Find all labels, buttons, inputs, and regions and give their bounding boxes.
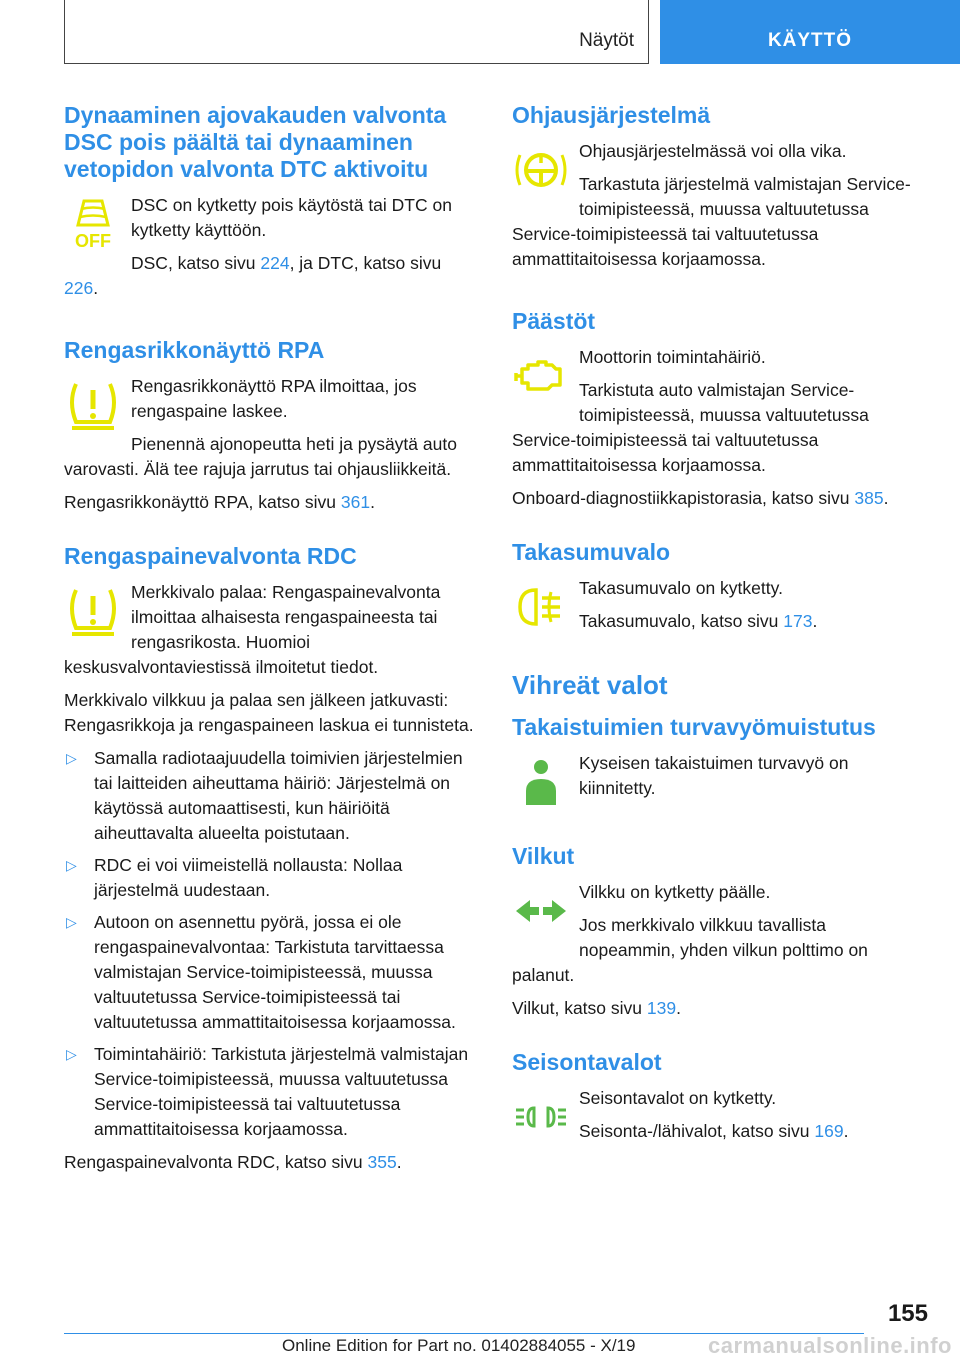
list-item: ▷ RDC ei voi viimeistellä nollausta: Nollaa järjestelmä uudestaan.	[66, 855, 403, 900]
dsc-heading: Dynaaminen ajovakauden valvonta DSC pois päältä tai dynaaminen vetopidon valvonta DTC aktivoitu	[64, 102, 447, 182]
seatbelt-text-1: Kyseisen takaistuimen turvavyö on kiinnitetty.	[579, 753, 849, 798]
tire-pressure-warning-icon	[64, 582, 122, 640]
parking-heading: Seisontavalot	[512, 1049, 662, 1075]
emissions-text-1: Moottorin toimintahäiriö.	[579, 347, 766, 367]
fog-section	[512, 576, 926, 642]
list-item: ▷ Toimintahäiriö: Tarkistuta järjestelmä valmistajan Service-toimipisteessä, muussa valtuutetussa Service-toimipisteessä tai valtuutetussa ammattitaitoisessa korjaamossa.	[66, 1044, 469, 1139]
triangle-bullet-icon: ▷	[66, 857, 77, 873]
dsc-page-link[interactable]: 224	[260, 253, 290, 273]
dsc-text-2: DSC, katso sivu 224, ja DTC, katso sivu 226.	[64, 253, 442, 298]
rpa-reference: Rengasrikkonäyttö RPA, katso sivu 361.	[64, 492, 375, 512]
emissions-section	[512, 345, 926, 486]
engine-check-icon	[512, 347, 570, 405]
rdc-section	[64, 580, 478, 688]
fog-reference: Takasumuvalo, katso sivu 173.	[579, 611, 818, 631]
watermark: carmanualsonline.info	[708, 1333, 952, 1358]
turn-text-2: Jos merkkivalo vilkkuu tavallista nopeammin, yhden vilkun polttimo on palanut.	[512, 915, 868, 985]
steering-wheel-warning-icon	[512, 141, 570, 199]
triangle-bullet-icon: ▷	[66, 914, 77, 930]
left-column	[64, 102, 478, 1183]
parking-reference: Seisonta-/lähivalot, katso sivu 169.	[579, 1121, 849, 1141]
turn-reference: Vilkut, katso sivu 139.	[512, 998, 681, 1018]
emissions-heading: Päästöt	[512, 308, 596, 334]
parking-light-icon	[512, 1088, 570, 1146]
fog-page-link[interactable]: 173	[783, 611, 813, 631]
rpa-section	[64, 374, 478, 490]
header-section-label: Näytöt	[579, 30, 634, 51]
triangle-bullet-icon: ▷	[66, 750, 77, 766]
rear-fog-light-icon	[512, 578, 570, 636]
rpa-text-1: Rengasrikkonäyttö RPA ilmoittaa, jos rengaspaine laskee.	[131, 376, 417, 421]
turn-heading: Vilkut	[512, 843, 575, 869]
rdc-page-link[interactable]: 355	[367, 1152, 397, 1172]
rdc-heading: Rengaspainevalvonta RDC	[64, 543, 357, 569]
rdc-bullet-list	[64, 746, 478, 1142]
header-section-box	[64, 0, 649, 64]
tire-pressure-warning-icon	[64, 376, 122, 434]
list-item: ▷ Samalla radiotaajuudella toimivien järjestelmien tai laitteiden aiheuttama häiriö: Järjestelmä on käytössä automaattisesti, kun häiriöitä aiheuttavalta alueelta poistutaan.	[66, 748, 463, 843]
fog-heading: Takasumuvalo	[512, 539, 671, 565]
right-column	[512, 102, 926, 1152]
rpa-page-link[interactable]: 361	[340, 492, 371, 512]
list-item: ▷ Autoon on asennettu pyörä, jossa ei ole rengaspainevalvontaa: Tarkistuta tarvittaessa valmistajan Service-toimipisteessä, muussa valtuutetussa Service-toimipisteessä tai valtuutetussa ammattitaitoisessa korjaamossa.	[66, 912, 456, 1032]
rear-seatbelt-icon	[512, 753, 570, 811]
rdc-text-2: Merkkivalo vilkkuu ja palaa sen jälkeen jatkuvasti: Rengasrikkoja ja rengaspaineen laskua ei tunnisteta.	[64, 690, 474, 735]
svg-text:OFF: OFF	[75, 231, 111, 251]
seatbelt-section	[512, 751, 926, 815]
footer-edition: Online Edition for Part no. 01402884055 - X/19	[282, 1336, 636, 1355]
seatbelt-heading: Takaistuimien turvavyömuistutus	[512, 714, 876, 740]
rpa-text-2: Pienennä ajonopeutta heti ja pysäytä auto varovasti. Älä tee rajuja jarrutus tai ohjausliikkeitä.	[64, 434, 457, 479]
emissions-reference: Onboard-diagnostiikkapistorasia, katso sivu 385.	[512, 488, 889, 508]
parking-page-link[interactable]: 169	[814, 1121, 844, 1141]
dsc-text-1: DSC on kytketty pois käytöstä tai DTC on kytketty käyttöön.	[131, 195, 452, 240]
fog-text-1: Takasumuvalo on kytketty.	[579, 578, 783, 598]
rdc-text-1: Merkkivalo palaa: Rengaspainevalvonta ilmoittaa alhaisesta rengaspaineesta tai rengasrikosta. Huomioi keskusvalvontaviestissä ilmoitetut tiedot.	[64, 582, 441, 677]
turn-signal-icon	[512, 882, 570, 940]
parking-section	[512, 1086, 926, 1152]
page-number: 155	[887, 1300, 928, 1327]
parking-text-1: Seisontavalot on kytketty.	[579, 1088, 777, 1108]
header-chapter-label: KÄYTTÖ	[767, 30, 853, 51]
green-lights-heading: Vihreät valot	[512, 670, 668, 700]
turn-text-1: Vilkku on kytketty päälle.	[579, 882, 771, 902]
emissions-page-link[interactable]: 385	[854, 488, 884, 508]
dsc-section	[64, 193, 478, 309]
emissions-text-2: Tarkistuta auto valmistajan Service-toimipisteessä, muussa valtuutetussa Service-toimipisteessä tai valtuutetussa ammattitaitoisessa korjaamossa.	[512, 380, 869, 475]
triangle-bullet-icon: ▷	[66, 1046, 77, 1062]
steering-text-2: Tarkastuta järjestelmä valmistajan Service-toimipisteessä, muussa valtuutetussa Service-toimipisteessä tai valtuutetussa ammattitaitoisessa korjaamossa.	[512, 174, 911, 269]
turn-page-link[interactable]: 139	[646, 998, 677, 1018]
steering-heading: Ohjausjärjestelmä	[512, 102, 711, 128]
header-chapter-tab	[660, 0, 960, 64]
rdc-reference: Rengaspainevalvonta RDC, katso sivu 355.	[64, 1152, 402, 1172]
turn-section	[512, 880, 926, 996]
rpa-heading: Rengasrikkonäyttö RPA	[64, 337, 325, 363]
steering-text-1: Ohjausjärjestelmässä voi olla vika.	[579, 141, 847, 161]
steering-section	[512, 139, 926, 280]
dtc-page-link[interactable]: 226	[64, 278, 94, 298]
dsc-off-icon	[64, 195, 122, 253]
